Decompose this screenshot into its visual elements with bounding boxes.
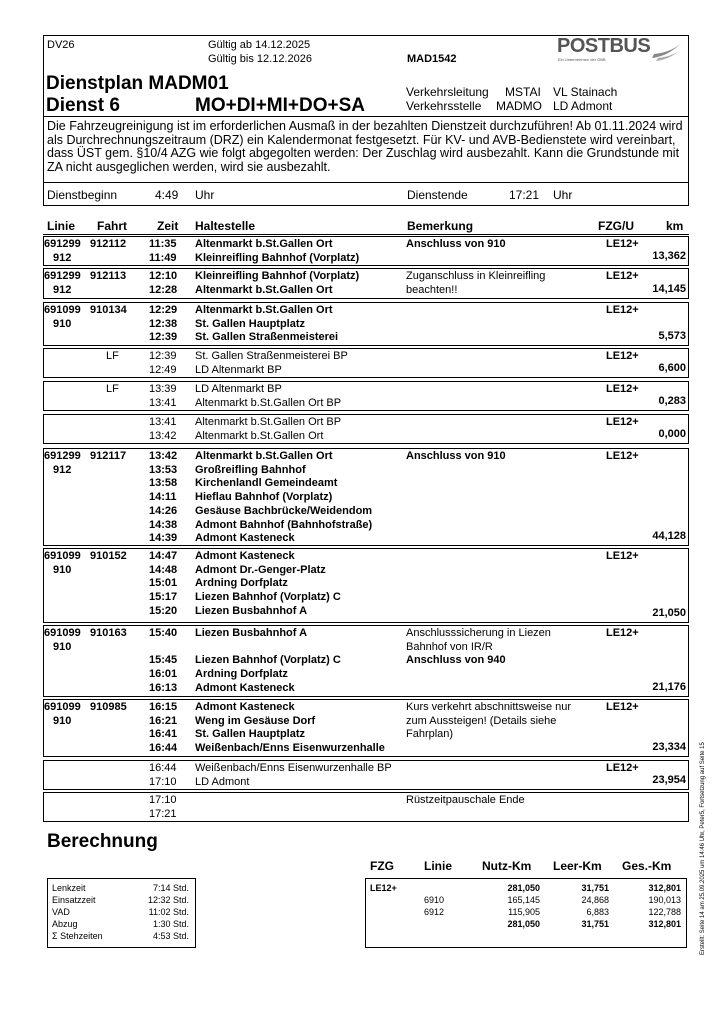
km-cell-line: 6910: [424, 895, 445, 905]
stop-time: 13:53: [149, 463, 178, 476]
km-cell-fzg: LE12+: [370, 883, 397, 893]
time-label: Abzug: [52, 919, 78, 929]
trip-block: [43, 236, 689, 266]
stop-time: 14:39: [149, 532, 178, 545]
time-label: VAD: [52, 907, 70, 917]
stop-name: Admont Kasteneck: [195, 701, 295, 713]
col-remark: Bemerkung: [407, 219, 474, 233]
time-label: Lenkzeit: [52, 883, 86, 893]
stop-name: Admont Bahnhof (Bahnhofstraße): [195, 518, 373, 531]
stop-name: Kleinreifling Bahnhof (Vorplatz): [195, 251, 360, 264]
stop-time: 13:39: [149, 383, 177, 395]
km-cell-line: 6912: [424, 907, 445, 917]
remark-text: Zuganschluss in Kleinreifling: [406, 270, 546, 282]
vehicle-type: LE12+: [606, 550, 639, 562]
postbus-logo: POSTBUS: [557, 35, 651, 57]
trip-number: LF: [106, 383, 119, 395]
trip-block: [43, 381, 689, 411]
stop-time: 12:10: [149, 270, 178, 282]
stop-time: 13:58: [149, 477, 178, 490]
stop-time: 12:49: [149, 363, 177, 376]
stop-name: Altenmarkt b.St.Gallen Ort: [195, 304, 333, 316]
logo-swoosh-icon: [650, 38, 686, 62]
stop-time: 14:47: [149, 550, 178, 562]
duty-box: [43, 182, 689, 206]
stop-name: Gesäuse Bachbrücke/Weidendom: [195, 504, 373, 517]
stop-name: Weng im Gesäuse Dorf: [195, 714, 316, 727]
trip-block: [43, 625, 689, 697]
line-number: 691299: [44, 270, 81, 282]
vehicle-type: LE12+: [606, 762, 639, 774]
duty-start-time: 4:49: [155, 188, 179, 202]
line-short: 912: [53, 251, 72, 264]
stop-time: 16:13: [149, 681, 178, 694]
stop-name: St. Gallen Hauptplatz: [195, 317, 306, 330]
stop-name: LD Altenmarkt BP: [195, 383, 282, 395]
stop-name: Admont Kasteneck: [195, 532, 295, 545]
stop-time: 15:20: [149, 604, 178, 617]
km-cell-total: 312,801: [648, 883, 681, 893]
trip-block: [43, 268, 689, 299]
calc-col-total: Ges.-Km: [622, 859, 672, 873]
remark-text: Anschlusssicherung in Liezen: [406, 627, 551, 639]
km-cell-net: 281,050: [507, 883, 540, 893]
trip-block: [43, 302, 689, 346]
site-code: MADMO: [496, 99, 542, 113]
stop-name: Altenmarkt b.St.Gallen Ort: [195, 450, 333, 462]
duty-start-label: Dienstbeginn: [47, 188, 118, 202]
vehicle-type: LE12+: [606, 238, 639, 250]
stop-time: 15:01: [149, 577, 178, 590]
duty-end-time: 17:21: [509, 188, 540, 202]
vehicle-type: LE12+: [606, 701, 639, 713]
remark-text: Rüstzeitpauschale Ende: [406, 794, 525, 806]
stop-time: 15:45: [149, 654, 178, 667]
notice-text: Die Fahrzeugreinigung ist im erforderlichen Ausmaß in der bezahlten Dienstzeit durchzuführen! Ab 01.11.2024 wird als Durchrechnungszeitraum (DRZ) ein Kalendermonat festgesetzt. Für KV- und AVB-Bedienstete wird vereinbart, dass ÜST gem. §10/4 AZG wie folgt abgegolten werden: Der Zuschlag wird ausbezahlt. Kann die Grundstunde mit ZA nicht ausgeglichen werden, wird sie ausbezahlt.: [47, 119, 683, 174]
service-days: MO+DI+MI+DO+SA: [195, 95, 365, 116]
vehicle-type: LE12+: [606, 627, 639, 639]
stop-name: Großreifling Bahnhof: [195, 463, 306, 476]
km-cell-empty: 31,751: [581, 883, 609, 893]
time-value: 11:02 Std.: [148, 907, 189, 917]
col-vehicle: FZG/U: [598, 219, 634, 233]
stop-time: 14:11: [149, 491, 177, 504]
km-cell-net: 165,145: [507, 895, 540, 905]
line-number: 691099: [44, 627, 81, 639]
vehicle-type: LE12+: [606, 450, 639, 462]
mgmt-label: Verkehrsleitung: [406, 85, 489, 99]
trip-km: 5,573: [658, 330, 686, 342]
plan-title: Dienstplan MADM01: [46, 73, 229, 94]
col-trip: Fahrt: [97, 219, 127, 233]
calc-title: Berechnung: [47, 831, 158, 852]
duty-start-unit: Uhr: [195, 188, 215, 202]
trip-km: 0,283: [658, 395, 686, 407]
trip-number: 912112: [90, 238, 127, 250]
km-cell-total: 312,801: [648, 919, 681, 929]
stop-time: 12:38: [149, 317, 178, 330]
duty-end-label: Dienstende: [407, 188, 468, 202]
trip-number: 912113: [90, 270, 127, 282]
duty-end-unit: Uhr: [553, 188, 573, 202]
stop-time: 13:41: [149, 416, 177, 428]
trip-number: 910134: [90, 304, 127, 316]
time-label: Einsatzzeit: [52, 895, 96, 905]
calc-col-fzg: FZG: [370, 859, 394, 873]
stop-name: Altenmarkt b.St.Gallen Ort: [195, 283, 333, 296]
stop-name: Liezen Bahnhof (Vorplatz) C: [195, 591, 341, 604]
valid-from: Gültig ab 14.12.2025: [208, 39, 311, 51]
line-short: 912: [53, 463, 72, 476]
stop-time: 12:29: [149, 304, 178, 316]
line-short: 910: [53, 317, 72, 330]
stop-name: St. Gallen Straßenmeisterei BP: [195, 350, 348, 362]
mgmt-name: VL Stainach: [553, 85, 618, 99]
stop-time: 15:40: [149, 627, 178, 639]
line-short: 910: [53, 563, 72, 576]
stop-name: LD Admont: [195, 775, 250, 788]
remark-text: Bahnhof von IR/R: [406, 640, 493, 653]
logo-subtitle: Ein Unternehmen der ÖBB: [558, 57, 606, 62]
stop-name: St. Gallen Straßenmeisterei: [195, 331, 339, 344]
stop-name: Ardning Dorfplatz: [195, 577, 288, 590]
trip-number: LF: [106, 350, 119, 362]
service-number: Dienst 6: [46, 95, 120, 116]
trip-block: [43, 548, 689, 623]
trip-km: 21,176: [652, 681, 686, 693]
stop-time: 16:44: [149, 762, 177, 774]
stop-time: 16:15: [149, 701, 178, 713]
stop-name: Altenmarkt b.St.Gallen Ort: [195, 429, 324, 442]
stop-name: Admont Kasteneck: [195, 681, 295, 694]
stop-time: 12:28: [149, 283, 178, 296]
mgmt-code: MSTAI: [505, 85, 541, 99]
vehicle-type: LE12+: [606, 304, 639, 316]
stop-name: Ardning Dorfplatz: [195, 668, 288, 681]
line-short: 912: [53, 283, 72, 296]
stop-time: 16:21: [149, 714, 178, 727]
side-footer-note: Erstellt: Seite 14 am 25.09.2025 um 14:46 Uhr, Peter5, Fortsetzung auf Seite 15: [700, 742, 706, 955]
trip-km: 0,000: [658, 428, 686, 440]
stop-time: 13:42: [149, 450, 178, 462]
stop-name: Kleinreifling Bahnhof (Vorplatz): [195, 270, 360, 282]
trip-km: 13,362: [652, 250, 686, 262]
trip-number: 910163: [90, 627, 127, 639]
site-name: LD Admont: [553, 99, 613, 113]
stop-time: 14:26: [149, 504, 178, 517]
stop-time: 16:44: [149, 742, 178, 755]
vehicle-type: LE12+: [606, 350, 639, 362]
trip-block: [43, 448, 689, 546]
calc-col-net: Nutz-Km: [482, 859, 532, 873]
line-number: 691299: [44, 238, 81, 250]
calc-col-empty: Leer-Km: [553, 859, 602, 873]
stop-name: Hieflau Bahnhof (Vorplatz): [195, 491, 333, 504]
vehicle-type: LE12+: [606, 416, 639, 428]
remark-text: Fahrplan): [406, 728, 454, 741]
line-number: 691099: [44, 701, 81, 713]
stop-time: 11:35: [149, 238, 177, 250]
stop-time: 13:41: [149, 396, 177, 409]
km-cell-net: 115,905: [508, 907, 540, 917]
stop-time: 15:17: [149, 591, 178, 604]
stop-time: 11:49: [149, 251, 177, 264]
stop-time: 12:39: [149, 350, 177, 362]
km-cell-empty: 24,868: [581, 895, 609, 905]
plan-id: MAD1542: [407, 53, 457, 65]
trip-block: [43, 414, 689, 444]
trip-number: 910985: [90, 701, 127, 713]
km-cell-empty: 6,883: [586, 907, 609, 917]
trip-block: [43, 348, 689, 378]
stop-name: Kirchenlandl Gemeindeamt: [195, 477, 338, 490]
trip-km: 23,334: [652, 741, 686, 753]
trip-km: 6,600: [658, 362, 686, 374]
trip-km: 21,050: [652, 607, 686, 619]
stop-name: Admont Kasteneck: [195, 550, 295, 562]
remark-text: zum Aussteigen! (Details siehe: [406, 714, 557, 727]
stop-name: Liezen Busbahnhof A: [195, 604, 308, 617]
stop-time: 17:10: [149, 794, 177, 806]
line-number: 691099: [44, 304, 81, 316]
col-line: Linie: [47, 219, 76, 233]
stop-name: Weißenbach/Enns Eisenwurzenhalle: [195, 742, 385, 755]
stop-time: 13:42: [149, 429, 177, 442]
col-km: km: [666, 219, 684, 233]
trip-km: 44,128: [652, 530, 686, 542]
trip-km: 23,954: [652, 774, 686, 786]
stop-time: 14:48: [149, 563, 178, 576]
km-cell-empty: 31,751: [581, 919, 609, 929]
stop-name: LD Altenmarkt BP: [195, 363, 282, 376]
time-value: 12:32 Std.: [147, 895, 189, 905]
line-short: 910: [53, 640, 72, 653]
stop-time: 12:39: [149, 331, 178, 344]
stop-name: Altenmarkt b.St.Gallen Ort BP: [195, 416, 342, 428]
km-cell-net: 281,050: [507, 919, 540, 929]
site-label: Verkehrsstelle: [406, 99, 482, 113]
time-label: Σ Stehzeiten: [52, 931, 103, 941]
trip-number: 912117: [90, 450, 127, 462]
remark-text: Kurs verkehrt abschnittsweise nur: [406, 701, 572, 713]
doc-code: DV26: [47, 39, 75, 51]
line-number: 691099: [44, 550, 81, 562]
stop-name: Altenmarkt b.St.Gallen Ort BP: [195, 396, 342, 409]
stop-name: St. Gallen Hauptplatz: [195, 728, 306, 741]
remark-text: beachten!!: [406, 283, 458, 296]
time-value: 4:53 Std.: [152, 931, 189, 941]
trip-block: [43, 792, 689, 822]
stop-time: 16:41: [149, 728, 178, 741]
header-rule: [43, 234, 689, 235]
remark-text: Anschluss von 910: [406, 238, 506, 250]
trip-km: 14,145: [652, 283, 686, 295]
stop-name: Liezen Bahnhof (Vorplatz) C: [195, 654, 341, 667]
stop-time: 17:21: [149, 807, 177, 820]
stop-name: Weißenbach/Enns Eisenwurzenhalle BP: [195, 762, 392, 774]
km-cell-total: 190,013: [648, 895, 681, 905]
vehicle-type: LE12+: [606, 383, 639, 395]
line-short: 910: [53, 714, 72, 727]
stop-name: Liezen Busbahnhof A: [195, 627, 308, 639]
stop-time: 14:38: [149, 518, 178, 531]
col-time: Zeit: [157, 219, 179, 233]
time-value: 1:30 Std.: [152, 919, 189, 929]
stop-name: Admont Dr.-Genger-Platz: [195, 563, 326, 576]
trip-number: 910152: [90, 550, 127, 562]
stop-name: Altenmarkt b.St.Gallen Ort: [195, 238, 333, 250]
vehicle-type: LE12+: [606, 270, 639, 282]
km-cell-total: 122,788: [648, 907, 681, 917]
remark-connection: Anschluss von 940: [406, 654, 506, 667]
valid-to: Gültig bis 12.12.2026: [208, 53, 312, 65]
col-stop: Haltestelle: [195, 219, 256, 233]
line-number: 691299: [44, 450, 81, 462]
remark-text: Anschluss von 910: [406, 450, 506, 462]
stop-time: 16:01: [149, 668, 178, 681]
stop-time: 17:10: [149, 775, 177, 788]
time-value: 7:14 Std.: [152, 883, 189, 893]
calc-col-line: Linie: [424, 859, 453, 873]
